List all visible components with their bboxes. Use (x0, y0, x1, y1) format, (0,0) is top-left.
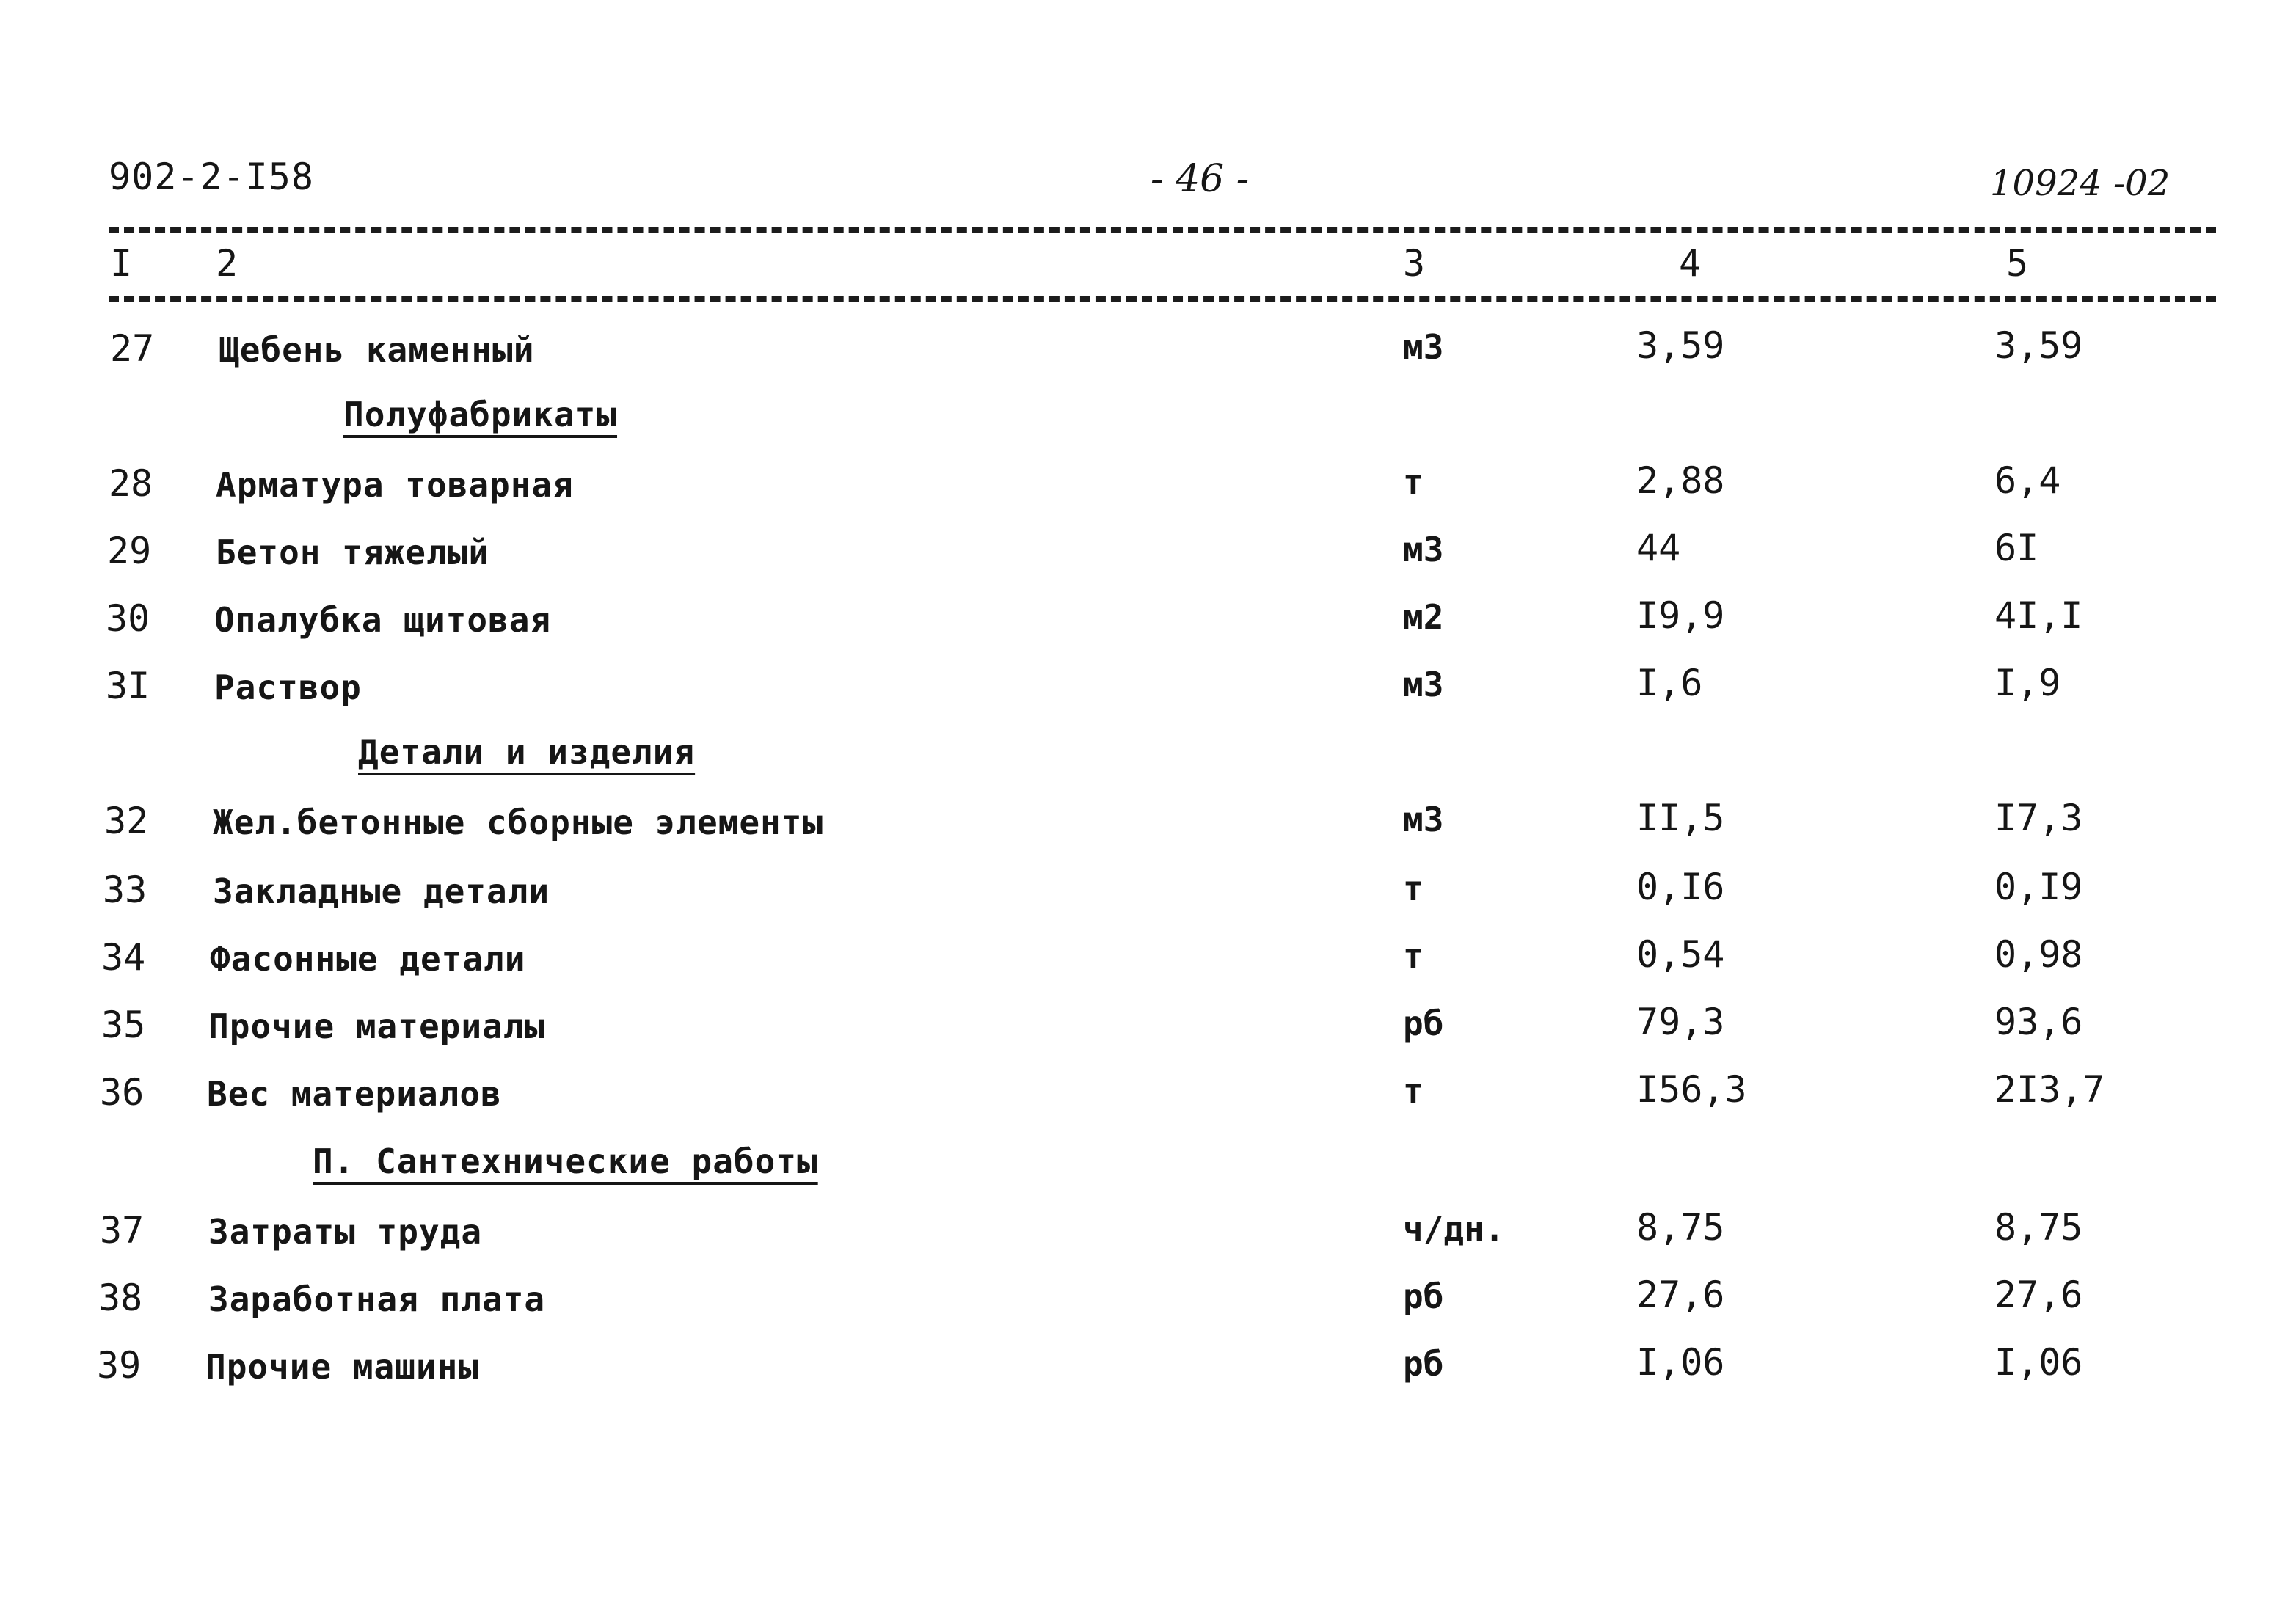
row-number: 34 (101, 936, 146, 979)
row-value-col4: I9,9 (1636, 594, 1725, 637)
table-header-top-rule (109, 227, 2216, 233)
row-unit: м2 (1403, 597, 1444, 637)
row-value-col5: I,9 (1994, 662, 2061, 704)
row-value-col4: 8,75 (1636, 1206, 1725, 1249)
row-number: 39 (97, 1344, 142, 1387)
row-unit: м3 (1403, 530, 1444, 569)
row-value-col5: I7,3 (1994, 797, 2083, 839)
row-unit: рб (1403, 1004, 1444, 1043)
row-value-col5: I,06 (1994, 1341, 2083, 1384)
row-name: Фасонные детали (210, 939, 526, 979)
table-header-bottom-rule (109, 296, 2216, 302)
row-value-col4: 44 (1636, 527, 1681, 569)
row-name: Закладные детали (213, 872, 550, 911)
row-value-col4: 2,88 (1636, 459, 1725, 502)
row-name: Бетон тяжелый (216, 533, 490, 572)
row-value-col4: 27,6 (1636, 1274, 1725, 1316)
column-header-4: 4 (1679, 242, 1702, 285)
row-number: 35 (101, 1004, 146, 1046)
document-code: 902-2-I58 (109, 156, 314, 198)
row-name: Затраты труда (208, 1212, 483, 1252)
row-value-col4: I56,3 (1636, 1068, 1747, 1111)
page-number: - 46 - (1151, 157, 1250, 201)
row-value-col5: 0,I9 (1994, 866, 2083, 908)
column-header-1: I (110, 242, 133, 285)
row-value-col5: 27,6 (1994, 1274, 2083, 1316)
row-number: 30 (106, 597, 150, 640)
row-name: Жел.бетонные сборные элементы (213, 803, 824, 842)
row-name: Раствор (214, 668, 362, 707)
row-name: Арматура товарная (216, 465, 574, 505)
row-name: Вес материалов (207, 1074, 502, 1114)
row-value-col5: 8,75 (1994, 1206, 2083, 1249)
column-header-2: 2 (216, 242, 238, 285)
row-value-col4: 0,I6 (1636, 866, 1725, 908)
row-name: Опалубка щитовая (214, 600, 552, 640)
row-number: 32 (104, 800, 149, 842)
row-unit: рб (1403, 1344, 1444, 1384)
row-value-col5: 6,4 (1994, 459, 2061, 502)
row-value-col4: I,6 (1636, 662, 1703, 704)
row-value-col4: 79,3 (1636, 1001, 1725, 1043)
section-heading: Детали и изделия (358, 732, 696, 772)
row-unit: т (1403, 869, 1424, 908)
row-number: 37 (100, 1209, 145, 1252)
row-value-col5: 4I,I (1994, 594, 2083, 637)
row-name: Заработная плата (208, 1279, 546, 1319)
row-name: Прочие материалы (208, 1007, 546, 1046)
row-unit: т (1403, 462, 1424, 502)
row-value-col5: 3,59 (1994, 324, 2083, 367)
section-heading: П. Сантехнические работы (313, 1142, 818, 1181)
row-value-col5: 0,98 (1994, 933, 2083, 976)
row-number: 33 (103, 869, 147, 911)
column-header-5: 5 (2006, 242, 2029, 285)
row-number: 29 (107, 530, 152, 572)
row-value-col4: II,5 (1636, 797, 1725, 839)
row-unit: м3 (1403, 327, 1444, 367)
row-unit: т (1403, 936, 1424, 976)
row-number: 38 (98, 1277, 143, 1319)
row-name: Прочие машины (205, 1347, 480, 1387)
row-number: 3I (106, 665, 150, 707)
column-header-3: 3 (1403, 242, 1426, 285)
row-value-col5: 2I3,7 (1994, 1068, 2105, 1111)
row-unit: м3 (1403, 665, 1444, 704)
row-value-col5: 93,6 (1994, 1001, 2083, 1043)
row-number: 28 (109, 462, 153, 505)
row-number: 36 (100, 1071, 145, 1114)
row-number: 27 (110, 327, 155, 370)
row-name: Щебень каменный (219, 330, 535, 370)
row-value-col4: I,06 (1636, 1341, 1725, 1384)
row-value-col4: 0,54 (1636, 933, 1725, 976)
row-unit: т (1403, 1071, 1424, 1111)
row-unit: ч/дн. (1403, 1209, 1505, 1249)
section-heading: Полуфабрикаты (343, 395, 618, 434)
row-value-col5: 6I (1994, 527, 2039, 569)
row-value-col4: 3,59 (1636, 324, 1725, 367)
row-unit: м3 (1403, 800, 1444, 839)
sheet-code: 10924 -02 (1990, 163, 2171, 204)
row-unit: рб (1403, 1277, 1444, 1316)
